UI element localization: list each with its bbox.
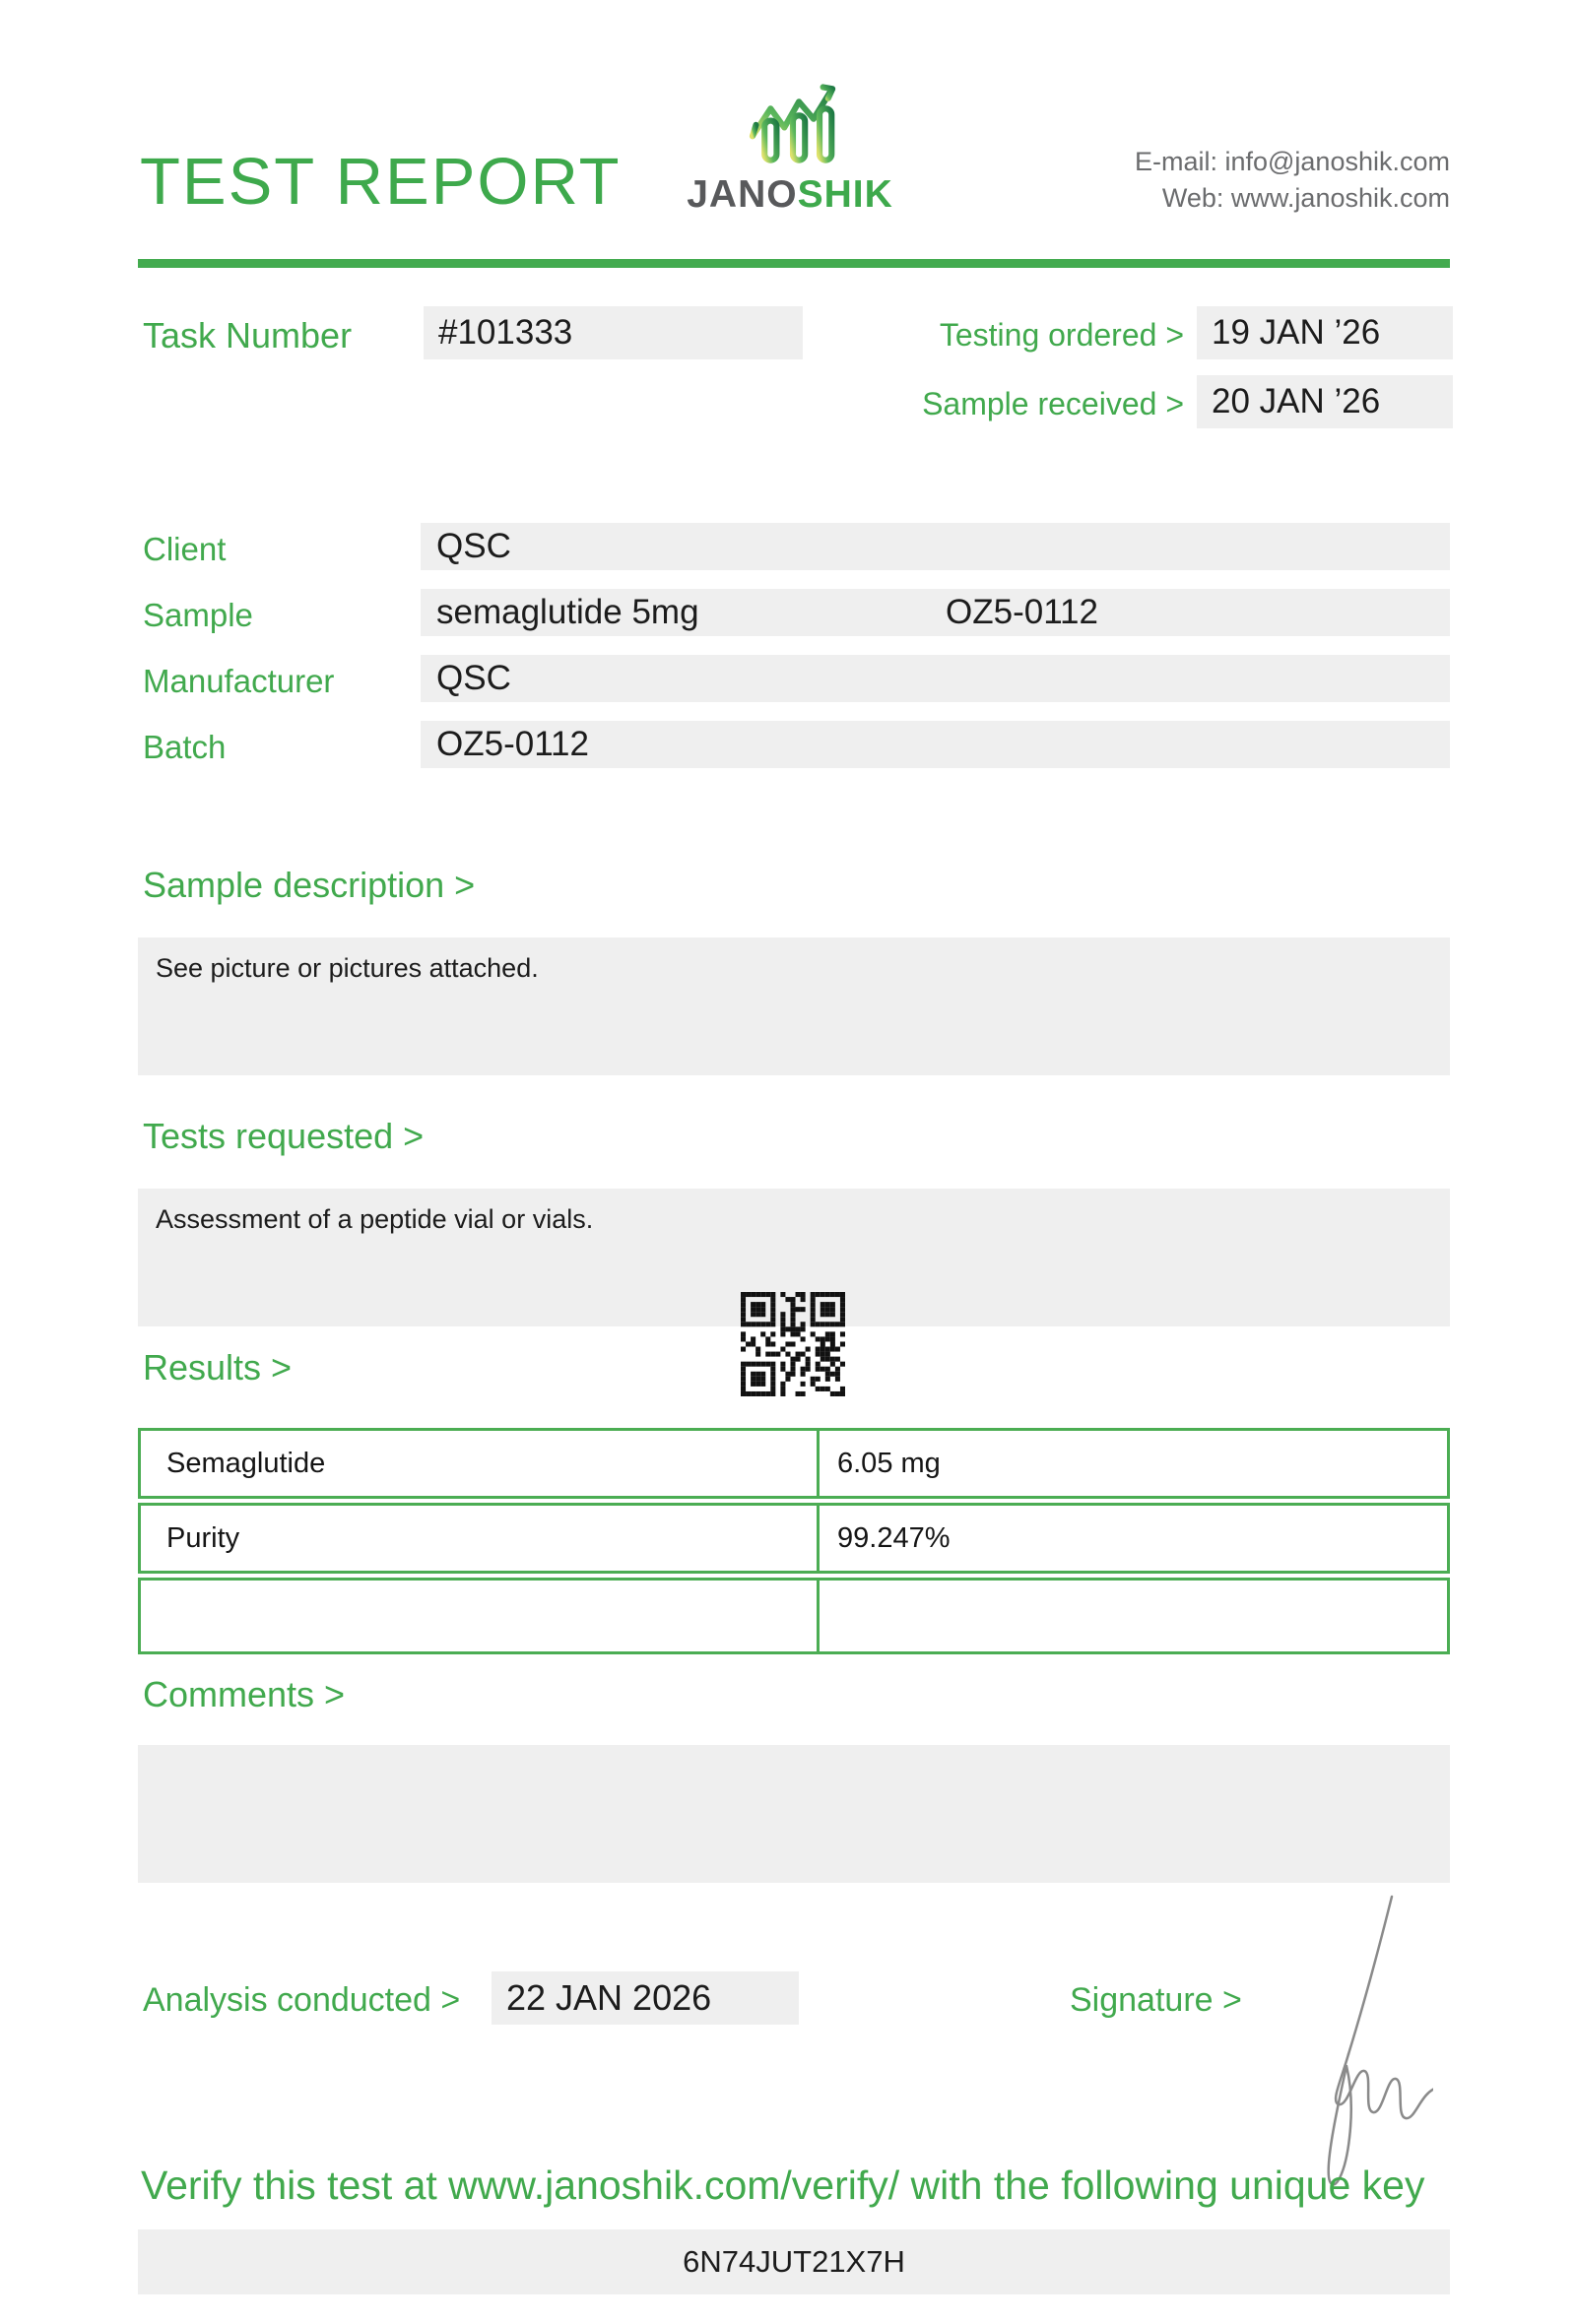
sample-code: OZ5-0112 bbox=[946, 593, 1098, 631]
analysis-conducted-label: Analysis conducted > bbox=[143, 1981, 461, 2019]
qr-code bbox=[741, 1292, 845, 1396]
verify-instruction: Verify this test at www.janoshik.com/verify/ with the following unique key bbox=[141, 2163, 1425, 2208]
sample-received-value: 20 JAN ’26 bbox=[1212, 382, 1381, 420]
table-row bbox=[138, 1578, 1450, 1654]
signature-scribble bbox=[1276, 1893, 1433, 2195]
comments-heading: Comments > bbox=[143, 1674, 346, 1714]
contact-block bbox=[1135, 144, 1450, 217]
sample-received-label: Sample received > bbox=[922, 386, 1184, 421]
task-number-label: Task Number bbox=[143, 315, 353, 355]
analysis-conducted-field bbox=[492, 1971, 799, 2025]
comments-text bbox=[138, 1745, 1450, 1761]
table-row bbox=[138, 1428, 1450, 1499]
testing-ordered-field bbox=[1197, 306, 1453, 359]
results-table bbox=[138, 1428, 1450, 1654]
sample-field bbox=[421, 589, 1450, 636]
sample-description-heading: Sample description > bbox=[143, 865, 476, 905]
manufacturer-value: QSC bbox=[436, 659, 511, 697]
result-value: 6.05 mg bbox=[837, 1447, 941, 1479]
verify-key-field bbox=[138, 2229, 1450, 2294]
header-divider bbox=[138, 259, 1450, 268]
client-field bbox=[421, 523, 1450, 570]
batch-value: OZ5-0112 bbox=[436, 725, 589, 763]
testing-ordered-label: Testing ordered > bbox=[939, 317, 1184, 353]
sample-value: semaglutide 5mg bbox=[436, 593, 699, 631]
result-name: Purity bbox=[141, 1506, 820, 1571]
qr-code-svg bbox=[741, 1292, 845, 1396]
task-number-field bbox=[424, 306, 803, 359]
logo-chart-icon bbox=[746, 79, 840, 174]
result-value bbox=[820, 1581, 1447, 1651]
result-name bbox=[141, 1581, 820, 1651]
manufacturer-field bbox=[421, 655, 1450, 702]
testing-ordered-value: 19 JAN ’26 bbox=[1212, 313, 1381, 352]
analysis-conducted-value: 22 JAN 2026 bbox=[506, 1977, 712, 2018]
logo-wordmark-secondary: SHIK bbox=[797, 173, 893, 216]
page-title: TEST REPORT bbox=[140, 145, 622, 219]
verify-key-value: 6N74JUT21X7H bbox=[683, 2244, 905, 2279]
comments-box bbox=[138, 1745, 1450, 1883]
tests-requested-heading: Tests requested > bbox=[143, 1116, 425, 1156]
logo-wordmark bbox=[680, 173, 900, 217]
batch-field bbox=[421, 721, 1450, 768]
sample-received-field bbox=[1197, 375, 1453, 428]
manufacturer-label: Manufacturer bbox=[143, 663, 335, 699]
logo-wordmark-primary: JANO bbox=[687, 173, 798, 216]
batch-label: Batch bbox=[143, 729, 227, 765]
contact-email: E-mail: info@janoshik.com bbox=[1134, 147, 1450, 176]
result-value: 99.247% bbox=[837, 1521, 951, 1554]
client-label: Client bbox=[143, 531, 227, 567]
result-name: Semaglutide bbox=[141, 1431, 820, 1496]
results-heading: Results > bbox=[143, 1347, 293, 1388]
sample-description-box bbox=[138, 937, 1450, 1075]
contact-web: Web: www.janoshik.com bbox=[1161, 183, 1450, 213]
sample-description-text: See picture or pictures attached. bbox=[156, 953, 539, 983]
tests-requested-text: Assessment of a peptide vial or vials. bbox=[156, 1204, 594, 1234]
sample-label: Sample bbox=[143, 597, 253, 633]
client-value: QSC bbox=[436, 527, 511, 565]
task-number-value: #101333 bbox=[438, 313, 573, 352]
signature-label: Signature > bbox=[1070, 1981, 1242, 2019]
table-row bbox=[138, 1503, 1450, 1574]
